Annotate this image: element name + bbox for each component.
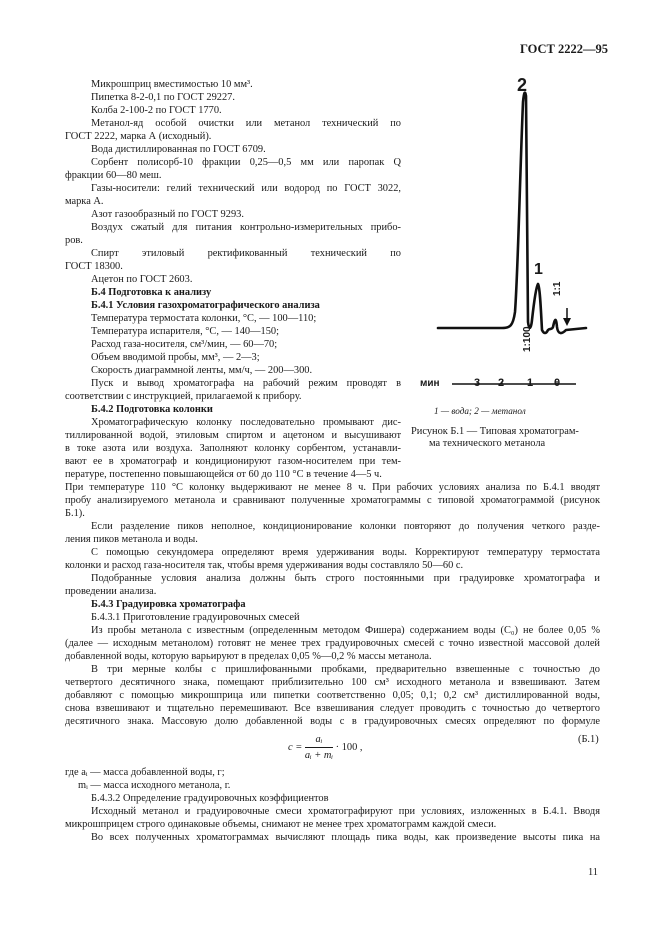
axis-unit: мин: [420, 378, 440, 389]
text-line: Воздух сжатый для питания контрольно-измерительных прибо-: [91, 222, 401, 233]
text-line: Газы-носители: гелий технический или водород по ГОСТ 3022,: [91, 183, 401, 194]
text-line: Из пробы метанола с известным (определенным методом Фишера) содержанием воды (C₀) не более 0,05 %: [91, 625, 600, 636]
text-line: фракции 60—80 меш.: [65, 170, 162, 181]
text-line: При температуре 110 °С колонку выдерживают не менее 8 ч. При рабочих условиях анализа по Б.4.1 вводят: [65, 482, 600, 493]
text-line: Хроматографическую колонку последовательно промывают дис-: [91, 417, 401, 428]
subsection-heading: Б.4.3 Градуировка хроматографа: [91, 599, 246, 610]
formula-lhs: c =: [288, 742, 303, 754]
text-line: проведении анализа.: [65, 586, 157, 597]
text-line: Б.1).: [65, 508, 85, 519]
peak-label-water: 1: [534, 261, 543, 278]
figure-caption: Рисунок Б.1 — Типовая хроматограм-: [411, 426, 579, 437]
axis-tick: 3: [474, 377, 481, 389]
formula-fraction: [305, 733, 333, 762]
text-line: Расход газа-носителя, см³/мин, — 60—70;: [91, 339, 278, 350]
text-line: Вода дистиллированная по ГОСТ 6709.: [91, 144, 266, 155]
page-number: 11: [588, 867, 599, 878]
text-line: Температура испарителя, °С, — 140—150;: [91, 326, 279, 337]
where-line: где aᵢ — масса добавленной воды, г;: [65, 767, 225, 778]
text-line: в токе азота или воздуха. Заполняют колонку сорбентом, устанавли-: [65, 443, 401, 454]
text-line: ления пиков метанола и воды.: [65, 534, 198, 545]
formula: [288, 733, 363, 762]
text-line: Температура термостата колонки, °С, — 100—110;: [91, 313, 317, 324]
text-line: Подобранные условия анализа должны быть строго постоянными при градуировке хроматографа и: [91, 573, 600, 584]
text-line: Пипетка 8-2-0,1 по ГОСТ 29227.: [91, 92, 235, 103]
text-line: соответствии с инструкцией, прилагаемой к прибору.: [65, 391, 302, 402]
text-line: Объем вводимой пробы, мм³, — 2—3;: [91, 352, 260, 363]
text-line: колонки и расход газа-носителя так, чтобы время удерживания воды составляло 50—60 с.: [65, 560, 464, 571]
text-line: Микрошприц вместимостью 10 мм³.: [91, 79, 253, 90]
text-line: добавляют с помощью микрошприца или пипетки соответственно 0,05; 0,1; 0,2 см³ дистиллированной воды,: [65, 690, 600, 701]
peak-label-methanol: 2: [517, 75, 528, 95]
text-line: Ацетон по ГОСТ 2603.: [91, 274, 193, 285]
axis-tick: 2: [498, 377, 505, 389]
text-line: тиллированной водой, этиловым спиртом и ацетоном и высушивают: [65, 430, 401, 441]
text-line: Колба 2-100-2 по ГОСТ 1770.: [91, 105, 222, 116]
subsection-heading: Б.4.3.1 Приготовление градуировочных смесей: [91, 612, 300, 623]
formula-rhs: · 100 ,: [335, 742, 363, 754]
text-line: В три мерные колбы с пришлифованными пробками, предварительно взвешенные с точностью до: [91, 664, 600, 675]
chromatogram-figure: [410, 72, 610, 402]
formula-denominator: aᵢ + mᵢ: [304, 750, 334, 762]
text-line: ров.: [65, 235, 83, 246]
section-heading: Б.4 Подготовка к анализу: [91, 287, 212, 298]
text-line: Спирт этиловый ректификованный технический по: [91, 248, 401, 259]
text-line: Если разделение пиков неполное, кондиционирование колонки повторяют до получения четкого разде-: [91, 521, 600, 532]
ratio-label-1-1: 1:1: [552, 281, 563, 296]
document-id: ГОСТ 2222—95: [520, 42, 609, 56]
text-line: микрошприцем строго одинаковые объемы, снимают не менее трех хроматограмм каждой смеси.: [65, 819, 497, 830]
formula-numerator: aᵢ: [305, 733, 333, 748]
text-line: Азот газообразный по ГОСТ 9293.: [91, 209, 244, 220]
subsection-heading: Б.4.3.2 Определение градуировочных коэффициентов: [91, 793, 329, 804]
chromatogram-trace: [438, 93, 586, 333]
formula-number: (Б.1): [578, 734, 599, 745]
subsection-heading: Б.4.2 Подготовка колонки: [91, 404, 213, 415]
axis-tick: 0: [554, 377, 561, 389]
text-line: добавленной воды, которую варьируют в пределах 0,05 %—0,2 % массы метанола.: [65, 651, 432, 662]
subsection-heading: Б.4.1 Условия газохроматографического анализа: [91, 300, 320, 311]
text-line: пробу анализируемого метанола и сравнивают полученные хроматограммы с типовой хроматограммой (рисунок: [65, 495, 600, 506]
text-line: Исходный метанол и градуировочные смеси хроматографируют при условиях, изложенных в Б.4.1. Вводя: [91, 806, 600, 817]
text-line: Сорбент полисорб-10 фракции 0,25—0,5 мм или паропак Q: [91, 157, 401, 168]
text-line: вают ее в хроматограф и кондиционируют газом-носителем при тем-: [65, 456, 401, 467]
text-line: пературе, постепенно повышающейся от 60 до 110 °С в течение 4—5 ч.: [65, 469, 382, 480]
text-line: (далее — исходным метанолом) готовят не менее трех градуировочных смесей с точно известной массовой долей: [65, 638, 600, 649]
ratio-label-1-100: 1:100: [522, 326, 533, 352]
text-line: ГОСТ 2222, марка А (исходный).: [65, 131, 212, 142]
text-line: Пуск и вывод хроматографа на рабочий режим проводят в: [91, 378, 401, 389]
text-line: Во всех полученных хроматограммах вычисляют площадь пика воды, как произведение высоты пика на: [91, 832, 600, 843]
figure-caption: ма технического метанола: [429, 438, 546, 449]
text-line: марка А.: [65, 196, 104, 207]
text-line: снова взвешивают и тщательно перемешивают. Все взвешивания следует проводить с точностью до четвертого: [65, 703, 600, 714]
where-line: mᵢ — масса исходного метанола, г.: [78, 780, 231, 791]
text-line: Метанол-яд особой очистки или метанол технический по: [91, 118, 401, 129]
text-line: десятичного знака. Массовую долю добавленной воды c в градуировочных смесях определяют по формуле: [65, 716, 600, 727]
text-line: Скорость диаграммной ленты, мм/ч, — 200—300.: [91, 365, 313, 376]
text-line: четвертого десятичного знака, помещают приблизительно 100 см³ исходного метанола и взвешивают. Затем: [65, 677, 600, 688]
axis-tick: 1: [527, 377, 534, 389]
text-line: ГОСТ 18300.: [65, 261, 123, 272]
figure-legend: 1 — вода; 2 — метанол: [434, 406, 526, 416]
text-line: С помощью секундомера определяют время удерживания воды. Корректируют температуру термостата: [91, 547, 600, 558]
